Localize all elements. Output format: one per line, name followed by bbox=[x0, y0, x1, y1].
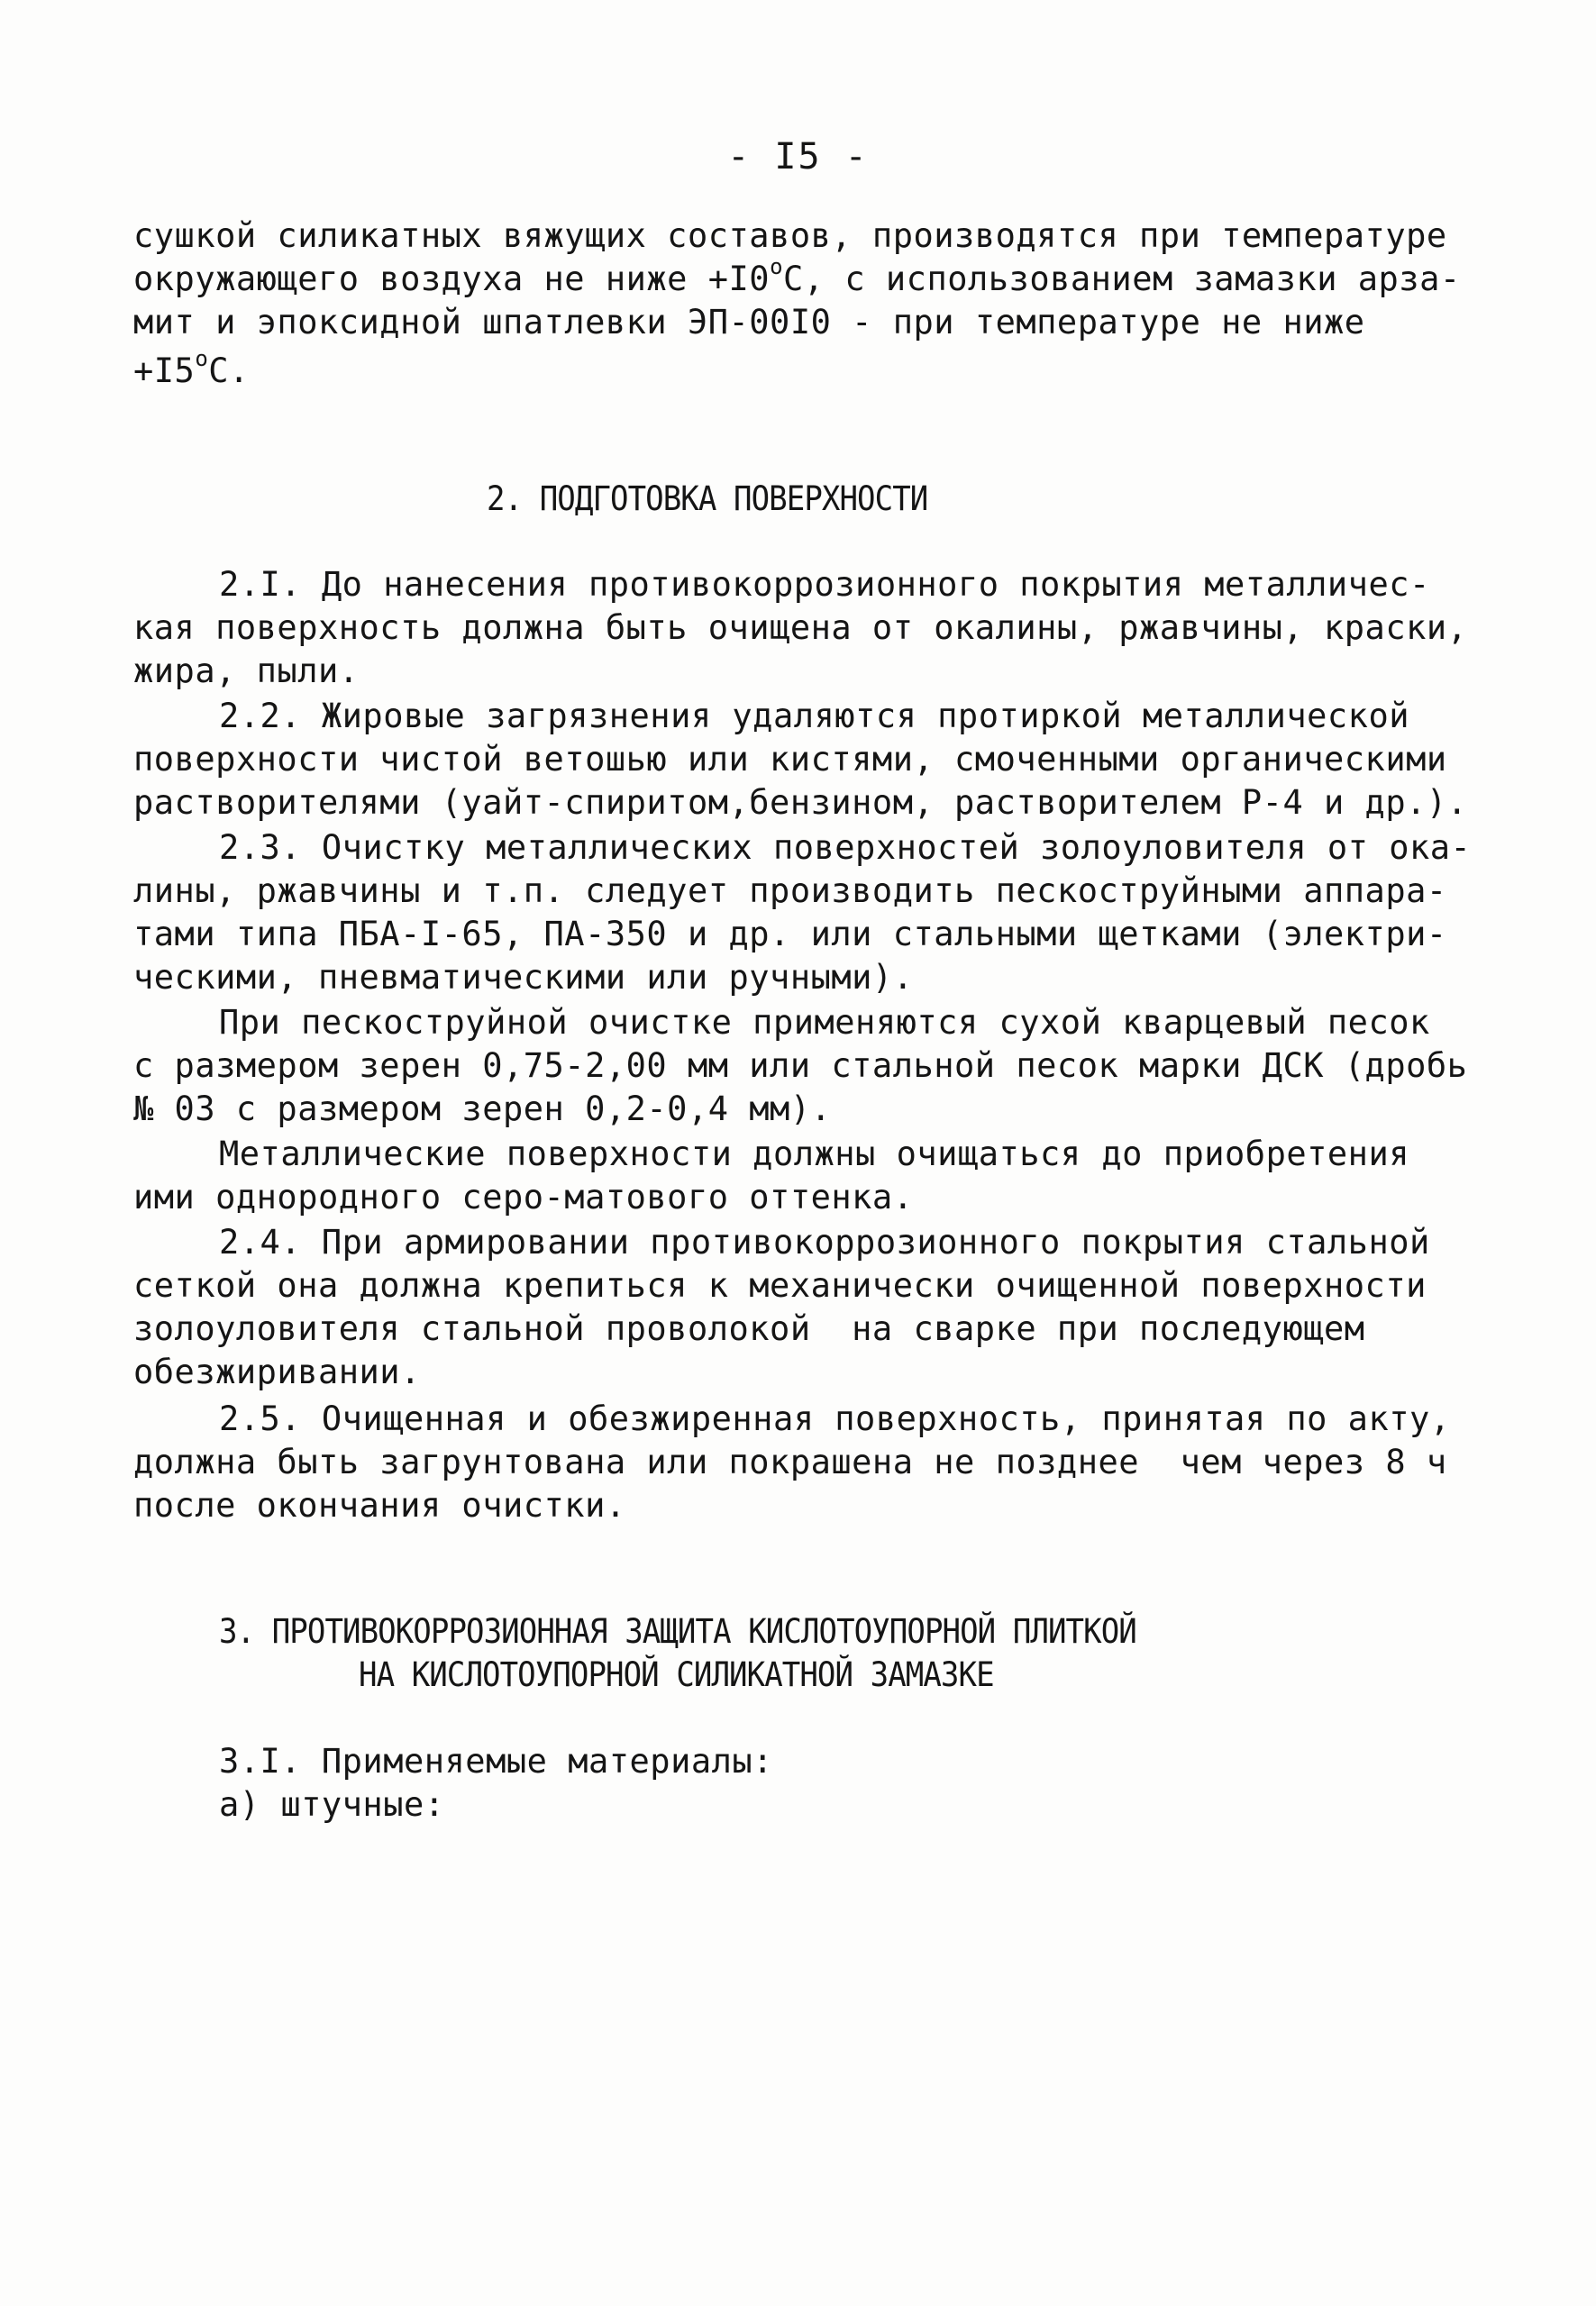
para-2-3: 2.3. Очистку металлических поверхностей золоуловителя от ока- bbox=[219, 828, 1472, 867]
para-line: должна быть загрунтована или покрашена не позднее чем через 8 ч bbox=[133, 1443, 1447, 1481]
para-line: ими однородного серо-матового оттенка. bbox=[133, 1178, 914, 1217]
para-2-4: 2.4. При армировании противокоррозионного покрытия стальной bbox=[219, 1223, 1430, 1262]
para-line: растворителями (уайт-спиритом,бензином, растворителем Р-4 и др.). bbox=[133, 783, 1468, 822]
para-line: жира, пыли. bbox=[133, 652, 360, 690]
para-line: обезжиривании. bbox=[133, 1353, 421, 1391]
item-3-1: 3.I. Применяемые материалы: bbox=[219, 1742, 773, 1781]
para-2-5: 2.5. Очищенная и обезжиренная поверхность, принятая по акту, bbox=[219, 1399, 1451, 1438]
para-line: сеткой она должна крепиться к механически очищенной поверхности bbox=[133, 1266, 1427, 1305]
para-line: кая поверхность должна быть очищена от окалины, ржавчины, краски, bbox=[133, 608, 1468, 647]
para-line: ческими, пневматическими или ручными). bbox=[133, 958, 914, 997]
intro-line-1: сушкой силикатных вяжущих составов, производятся при температуре bbox=[133, 216, 1447, 255]
item-a: а) штучные: bbox=[219, 1785, 445, 1824]
intro-line-4-end: С. bbox=[208, 351, 250, 390]
section-3-title-line-2: НА КИСЛОТОУПОРНОЙ СИЛИКАТНОЙ ЗАМАЗКЕ bbox=[359, 1655, 994, 1694]
para-line: тами типа ПБА-I-65, ПА-350 и др. или стальными щетками (электри- bbox=[133, 915, 1447, 953]
section-3-title-line-1: 3. ПРОТИВОКОРРОЗИОННАЯ ЗАЩИТА КИСЛОТОУПОРНОЙ ПЛИТКОЙ bbox=[219, 1612, 1136, 1651]
para-2-1: 2.I. До нанесения противокоррозионного покрытия металличес- bbox=[219, 565, 1430, 604]
section-2-title: 2. ПОДГОТОВКА ПОВЕРХНОСТИ bbox=[487, 479, 928, 518]
para-2-2: 2.2. Жировые загрязнения удаляются протиркой металлической bbox=[219, 697, 1410, 735]
intro-line-2-end: С, с использованием замазки арза- bbox=[783, 260, 1461, 298]
intro-line-4 bbox=[133, 346, 250, 393]
para-sandblast: При пескоструйной очистке применяются сухой кварцевый песок bbox=[219, 1003, 1430, 1042]
para-line: поверхности чистой ветошью или кистями, смоченными органическими bbox=[133, 740, 1447, 779]
degree-sign: о bbox=[770, 254, 784, 279]
intro-line-3: мит и эпоксидной шпатлевки ЭП-00I0 - при температуре не ниже bbox=[133, 303, 1365, 342]
intro-line-2 bbox=[133, 254, 1461, 301]
page-number: - I5 - bbox=[727, 136, 869, 178]
degree-sign: о bbox=[195, 346, 209, 371]
para-line: с размером зерен 0,75-2,00 мм или стальной песок марки ДСК (дробь bbox=[133, 1046, 1468, 1085]
intro-line-2-start: окружающего воздуха не ниже +I0 bbox=[133, 260, 771, 298]
para-line: № 03 с размером зерен 0,2-0,4 мм). bbox=[133, 1089, 832, 1128]
para-line: золоуловителя стальной проволокой на сварке при последующем bbox=[133, 1309, 1365, 1348]
para-line: лины, ржавчины и т.п. следует производить пескоструйными аппара- bbox=[133, 871, 1447, 910]
intro-line-4-start: +I5 bbox=[133, 351, 196, 390]
para-surfaces: Металлические поверхности должны очищаться до приобретения bbox=[219, 1135, 1410, 1173]
para-line: после окончания очистки. bbox=[133, 1486, 626, 1525]
